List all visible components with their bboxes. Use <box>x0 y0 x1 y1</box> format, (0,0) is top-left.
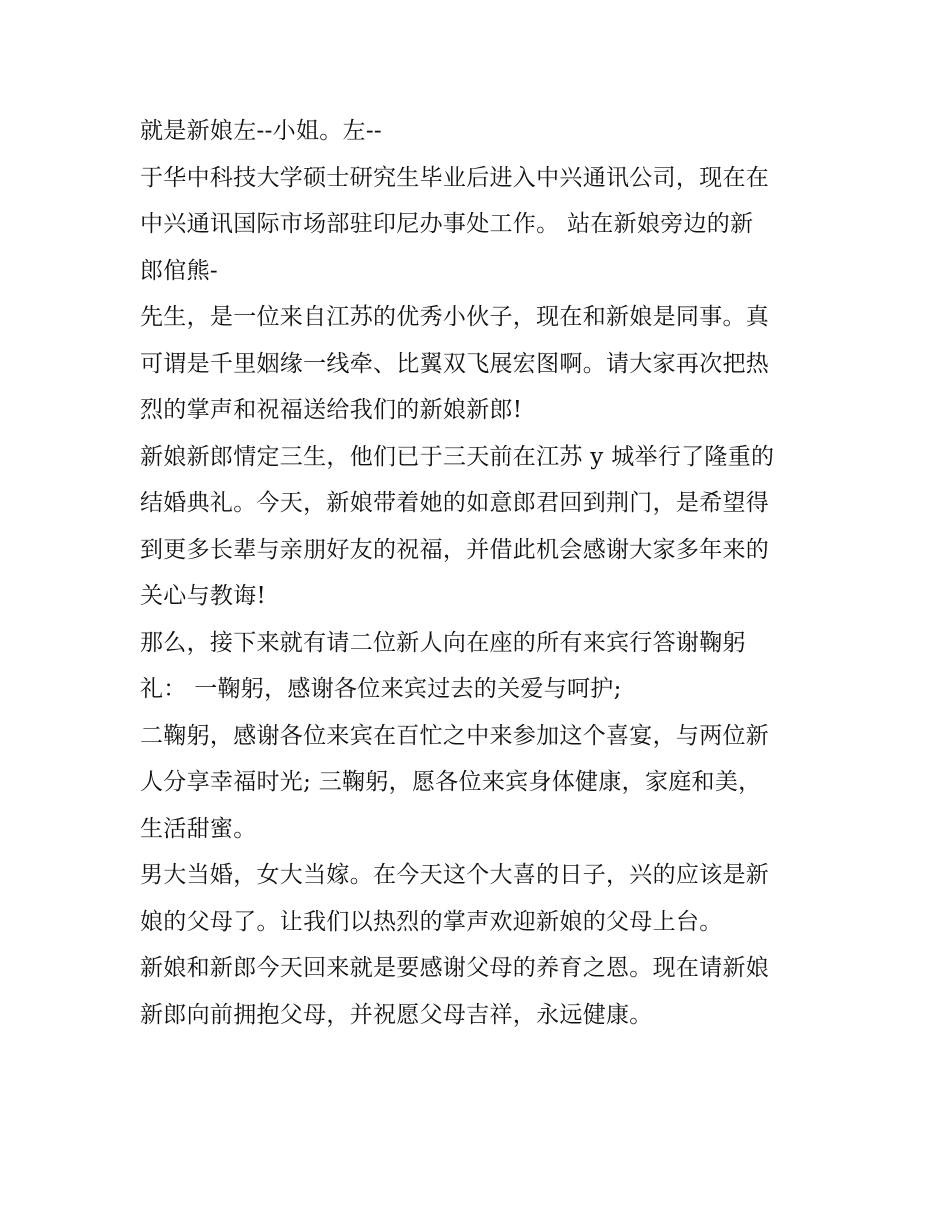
text-line: 娘的父母了。让我们以热烈的掌声欢迎新娘的父母上台。 <box>140 908 723 935</box>
text-line: 可谓是千里姻缘一线牵、比翼双飞展宏图啊。请大家再次把热 <box>140 350 770 377</box>
text-line: 生活甜蜜。 <box>140 815 257 842</box>
text-line: 新娘和新郎今天回来就是要感谢父母的养育之恩。现在请新娘 <box>140 955 770 981</box>
text-line: 关心与教诲! <box>140 583 267 609</box>
text-line: 新郎向前拥抱父母，并祝愿父母吉祥，永远健康。 <box>140 1001 653 1028</box>
text-line: 郎倌熊- <box>140 257 218 284</box>
text-line: 于华中科技大学硕士研究生毕业后进入中兴通讯公司，现在在 <box>140 164 770 191</box>
text-line: 礼： 一鞠躬，感谢各位来宾过去的关爱与呵护; <box>140 676 622 702</box>
text-line: 先生，是一位来自江苏的优秀小伙子，现在和新娘是同事。真 <box>140 304 770 330</box>
text-line: 新娘新郎情定三生，他们已于三天前在江苏 y 城举行了隆重的 <box>140 443 775 470</box>
document-body <box>140 108 830 1038</box>
text-line: 人分享幸福时光; 三鞠躬，愿各位来宾身体健康，家庭和美， <box>140 769 762 795</box>
text-line: 结婚典礼。今天，新娘带着她的如意郎君回到荆门，是希望得 <box>140 490 770 516</box>
text-line: 到更多长辈与亲朋好友的祝福，并借此机会感谢大家多年来的 <box>140 536 770 563</box>
text-line: 二鞠躬，感谢各位来宾在百忙之中来参加这个喜宴，与两位新 <box>140 722 770 749</box>
text-line: 中兴通讯国际市场部驻印尼办事处工作。 站在新娘旁边的新 <box>140 211 754 237</box>
text-line: 烈的掌声和祝福送给我们的新娘新郎! <box>140 397 523 423</box>
text-line: 那么，接下来就有请二位新人向在座的所有来宾行答谢鞠躬 <box>140 629 746 656</box>
text-line: 就是新娘左--小姐。左-- <box>140 118 382 144</box>
text-line: 男大当婚，女大当嫁。在今天这个大喜的日子，兴的应该是新 <box>140 862 770 888</box>
